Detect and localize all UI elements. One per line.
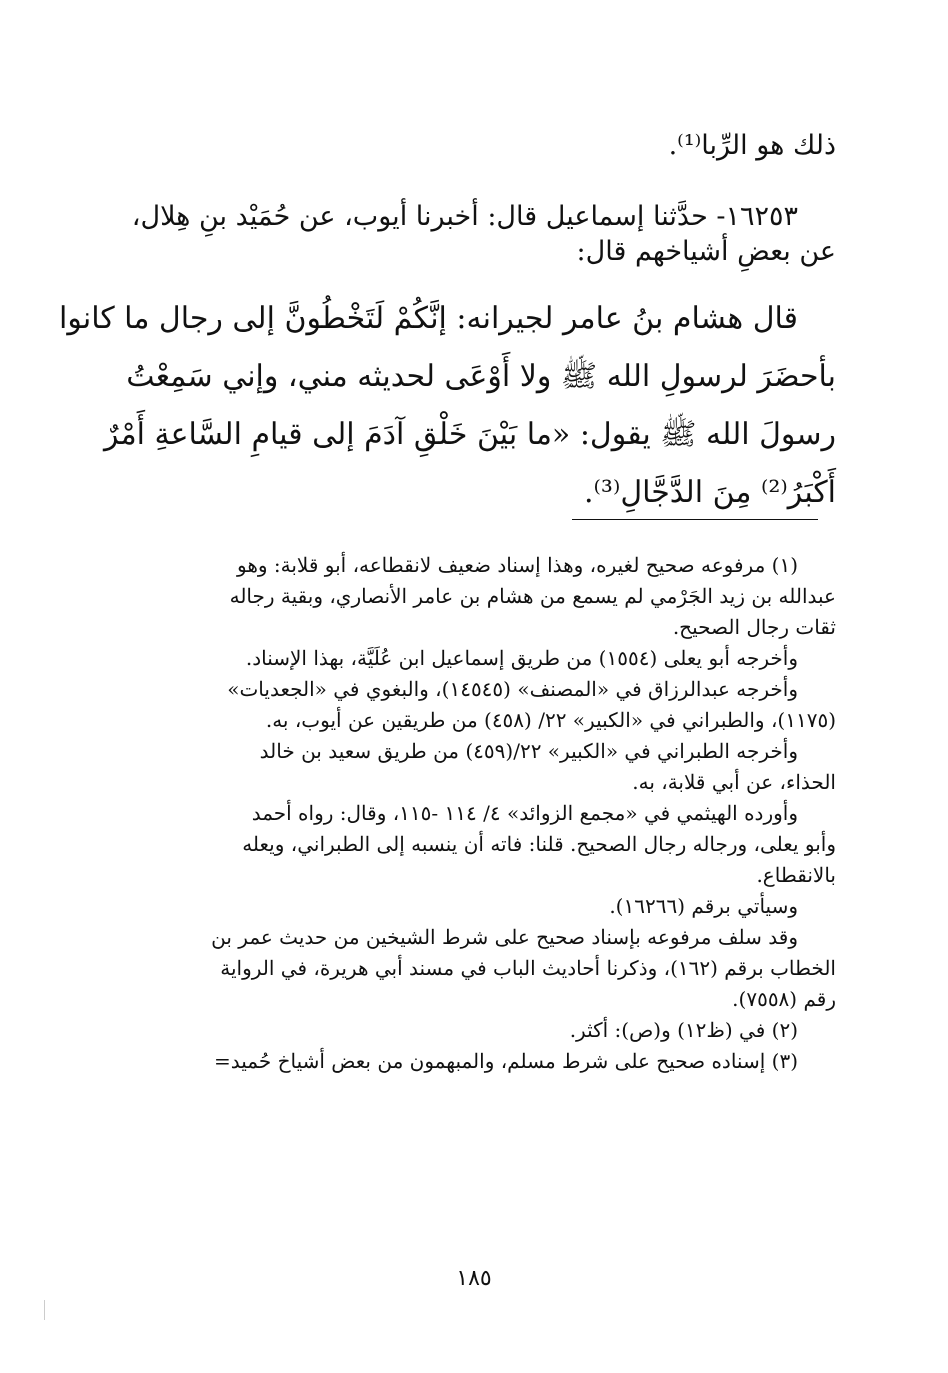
footnote-line: ثقات رجال الصحيح. — [672, 615, 836, 639]
footnote-line: (١١٧٥)، والطبراني في «الكبير» ٢٢/ (٤٥٨) من طريقين عن أيوب، به. — [265, 708, 836, 732]
matn-line: أَكْبَرُ⁽²⁾ مِنَ الدَّجَّالِ⁽³⁾. — [584, 475, 836, 510]
opening-line — [132, 128, 836, 163]
footnote-1-tabarani — [132, 736, 836, 798]
footnote-1-previous — [132, 922, 836, 1015]
footnote-line: عبدالله بن زيد الجَرْمي لم يسمع من هشام بن عامر الأنصاري، وبقية رجاله — [229, 584, 836, 608]
footnote-line: وأخرجه أبو يعلى (١٥٥٤) من طريق إسماعيل ابن عُلَيَّة، بهذا الإسناد. — [245, 646, 798, 670]
footnote-line: رقم (٧٥٥٨). — [732, 987, 836, 1011]
footnote-separator — [572, 519, 818, 520]
footnote-line: وقد سلف مرفوعه بإسناد صحيح على شرط الشيخين من حديث عمر بن — [211, 925, 798, 949]
footnote-line: وأبو يعلى، ورجاله رجال الصحيح. قلنا: فاته أن ينسبه إلى الطبراني، ويعله — [242, 832, 836, 856]
footnote-1-see-also — [132, 891, 836, 922]
footnote-1-haythami — [132, 798, 836, 891]
hadith-isnad — [132, 199, 836, 269]
footnote-line: الخطاب برقم (١٦٢)، وذكرنا أحاديث الباب في مسند أبي هريرة، في الرواية — [220, 956, 836, 980]
opening-line-text: ذلك هو الرِّبا⁽¹⁾. — [668, 130, 836, 161]
footnote-1-abdulrazzaq — [132, 674, 836, 736]
footnote-2 — [132, 1015, 836, 1046]
footnote-line: (١) مرفوعه صحيح لغيره، وهذا إسناد ضعيف لانقطاعه، أبو قلابة: وهو — [236, 553, 798, 577]
footnote-line: (٣) إسناده صحيح على شرط مسلم، والمبهمون من بعض أشياخ حُميد= — [214, 1049, 798, 1073]
footnote-line: وأورده الهيثمي في «مجمع الزوائد» ٤/ ١١٤ -١١٥، وقال: رواه أحمد — [251, 801, 798, 825]
footnote-line: الحذاء، عن أبي قلابة، به. — [632, 770, 836, 794]
matn-line: قال هشام بنُ عامر لجيرانه: إنَّكُمْ لَتَخْطُونَّ إلى رجال ما كانوا — [59, 301, 798, 336]
isnad-line: ١٦٢٥٣- حدَّثنا إسماعيل قال: أخبرنا أيوب، عن حُمَيْد بنِ هِلال، — [131, 201, 798, 232]
footnote-1 — [132, 550, 836, 643]
footnote-line: بالانقطاع. — [756, 863, 836, 887]
matn-line: رسولَ الله ﷺ يقول: «ما بَيْنَ خَلْقِ آدَمَ إلى قيامِ السَّاعةِ أَمْرٌ — [104, 417, 836, 452]
isnad-line: عن بعضِ أشياخهم قال: — [576, 236, 836, 267]
footnote-line: (٢) في (ظ١٢) و(ص): أكثر. — [569, 1018, 798, 1042]
footnote-line: وأخرجه عبدالرزاق في «المصنف» (١٤٥٤٥)، والبغوي في «الجعديات» — [227, 677, 798, 701]
matn-line: بأحضَرَ لرسولِ الله ﷺ ولا أَوْعَى لحديثه مني، وإني سَمِعْتُ — [126, 359, 836, 394]
footnotes — [132, 550, 836, 1077]
footnote-line: وأخرجه الطبراني في «الكبير» ٢٢/(٤٥٩) من طريق سعيد بن خالد — [259, 739, 798, 763]
page-number: ١٨٥ — [456, 1266, 492, 1291]
hadith-matn — [59, 290, 836, 522]
footnote-line: وسيأتي برقم (١٦٢٦٦). — [609, 894, 798, 918]
scan-edge-mark — [44, 1300, 45, 1320]
footnote-3 — [132, 1046, 836, 1077]
footnote-1-abu-yala — [132, 643, 836, 674]
